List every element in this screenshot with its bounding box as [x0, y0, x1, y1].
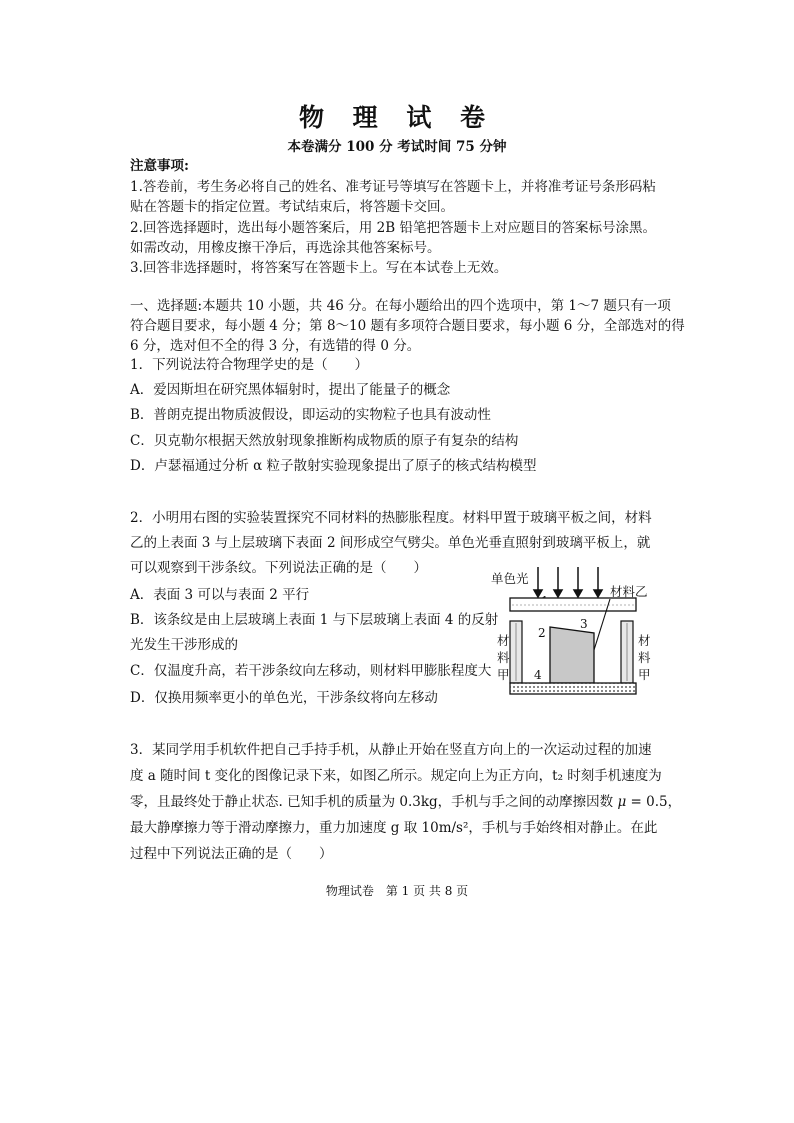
q1-stem: 1．下列说法符合物理学史的是（ ） [130, 357, 369, 373]
section-instructions: 符合题目要求，每小题 4 分；第 8～10 题有多项符合题目要求，每小题 6 分，全部选对的得 [130, 318, 685, 334]
notice-line: 如需改动，用橡皮擦干净后，再选涂其他答案标号。 [130, 240, 441, 256]
notice-heading: 注意事项: [130, 158, 189, 174]
surface-4-label: 4 [534, 668, 542, 682]
material-a-left-label: 材 [497, 633, 510, 648]
notice-line: 2.回答选择题时，选出每小题答案后，用 2B 铅笔把答题卡上对应题目的答案标号涂黑。 [130, 220, 656, 236]
upper-glass-plate [510, 598, 636, 611]
material-a-left-label: 料 [497, 650, 510, 665]
material-b-block [550, 627, 594, 683]
notice-line: 贴在答题卡的指定位置。考试结束后，将答题卡交回。 [130, 199, 454, 215]
q3-stem-line: 3．某同学用手机软件把自己手持手机，从静止开始在竖直方向上的一次运动过程的加速 [130, 742, 652, 758]
q3-stem-line: 度 a 随时间 t 变化的图像记录下来，如图乙所示。规定向上为正方向，t₂ 时刻手机速度为 [130, 768, 662, 784]
q2-option-b: B．该条纹是由上层玻璃上表面 1 与下层玻璃上表面 4 的反射 [130, 612, 499, 628]
exam-subtitle: 本卷满分 100 分 考试时间 75 分钟 [287, 139, 507, 155]
q3-text: = 0.5， [626, 794, 682, 810]
q2-option-d: D．仅换用频率更小的单色光，干涉条纹将向左移动 [130, 690, 438, 706]
light-label: 单色光 [491, 571, 529, 586]
surface-3-label: 3 [580, 617, 588, 631]
q1-option-c: C．贝克勒尔根据天然放射现象推断构成物质的原子有复杂的结构 [130, 433, 519, 449]
material-a-right-label: 料 [638, 650, 651, 665]
mu-symbol: μ [617, 794, 627, 810]
q1-option-a: A．爱因斯坦在研究黑体辐射时，提出了能量子的概念 [130, 382, 451, 398]
material-a-left-label: 甲 [497, 667, 510, 682]
thermal-expansion-apparatus-figure [488, 565, 660, 700]
exam-title: 物 理 试 卷 [298, 103, 496, 132]
q3-stem-line: 最大静摩擦力等于滑动摩擦力，重力加速度 g 取 10m/s²，手机与手始终相对静止。在此 [130, 820, 658, 836]
q2-option-b-cont: 光发生干涉形成的 [130, 637, 238, 653]
q2-option-a: A．表面 3 可以与表面 2 平行 [130, 587, 310, 603]
material-a-right-label: 甲 [638, 667, 651, 682]
page-footer: 物理试卷 第 1 页 共 8 页 [325, 884, 469, 898]
q1-option-b: B．普朗克提出物质波假设，即运动的实物粒子也具有波动性 [130, 407, 491, 423]
section-instructions: 6 分，选对但不全的得 3 分，有选错的得 0 分。 [130, 338, 421, 354]
notice-line: 1.答卷前，考生务必将自己的姓名、准考证号等填写在答题卡上，并将准考证号条形码粘 [130, 179, 656, 195]
q2-stem-line: 2．小明用右图的实验装置探究不同材料的热膨胀程度。材料甲置于玻璃平板之间，材料 [130, 510, 652, 526]
notice-line: 3.回答非选择题时，将答案写在答题卡上。写在本试卷上无效。 [130, 260, 508, 276]
material-b-label: 材料乙 [610, 584, 648, 599]
q2-option-c: C．仅温度升高，若干涉条纹向左移动，则材料甲膨胀程度大 [130, 663, 492, 679]
q3-text: 零，且最终处于静止状态. 已知手机的质量为 0.3kg，手机与手之间的动摩擦因数 [130, 794, 618, 810]
q2-stem-line: 乙的上表面 3 与上层玻璃下表面 2 间形成空气劈尖。单色光垂直照射到玻璃平板上，就 [130, 535, 651, 551]
q1-option-d: D．卢瑟福通过分析 α 粒子散射实验现象提出了原子的核式结构模型 [130, 458, 537, 474]
q3-stem-line: 过程中下列说法正确的是（ ） [130, 846, 333, 862]
section-instructions: 一、选择题:本题共 10 小题，共 46 分。在每小题给出的四个选项中，第 1～7 题只有一项 [130, 298, 671, 314]
material-a-right-label: 材 [638, 633, 651, 648]
q2-stem-line: 可以观察到干涉条纹。下列说法正确的是（ ） [130, 560, 427, 576]
q3-stem-line-mu [130, 792, 681, 812]
lower-glass-plate [510, 683, 636, 694]
surface-2-label: 2 [538, 626, 546, 640]
